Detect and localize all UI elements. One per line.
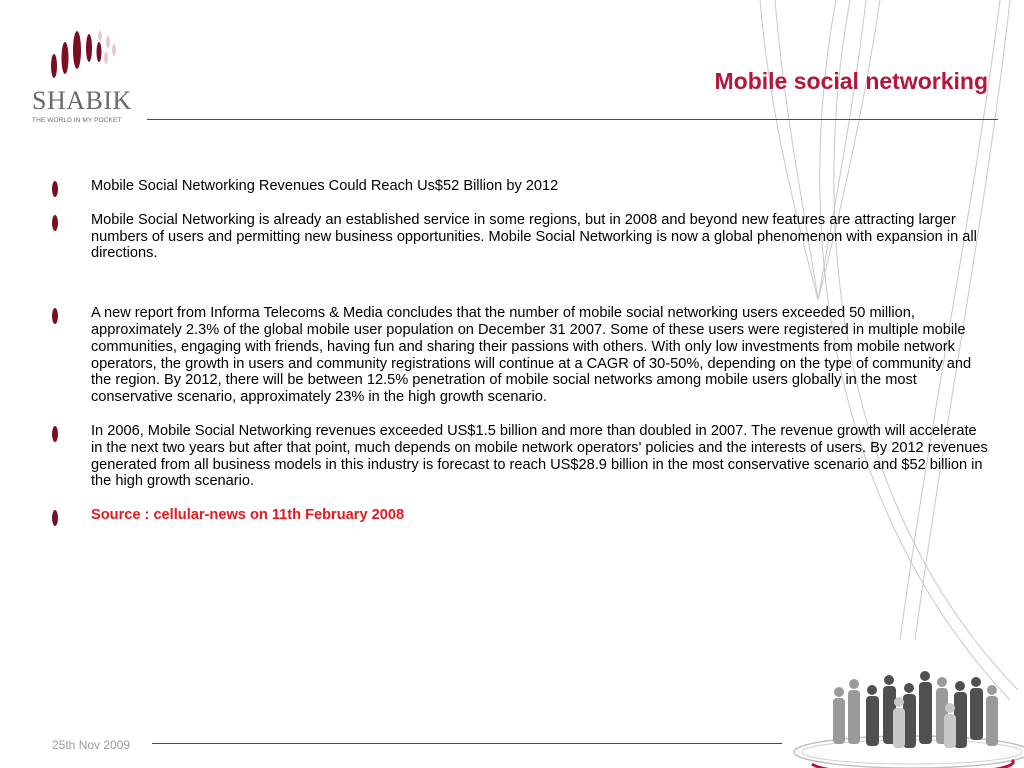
bullet-item — [46, 423, 991, 490]
footer-date: 25th Nov 2009 — [52, 738, 131, 752]
leaf-bullet-icon — [51, 307, 59, 325]
leaf-bullet-icon — [51, 214, 59, 232]
title-divider — [147, 119, 998, 120]
source-citation: Source : cellular-news on 11th February 2008 — [91, 507, 405, 524]
bullet-item — [46, 507, 991, 524]
logo-tagline: THE WORLD IN MY POCKET — [32, 117, 122, 124]
page-title: Mobile social networking — [714, 68, 988, 94]
logo-wordmark: SHABIK — [32, 86, 132, 115]
footer-divider — [152, 743, 782, 744]
bullet-text: Mobile Social Networking is already an established service in some regions, but in 2008 and beyond new features are attracting larger numbers of users and permitting new business opportunities. Mobile Social Networking is now a global phenomenon with expansion in all directions. — [91, 211, 977, 262]
bullet-text: A new report from Informa Telecoms & Media concludes that the number of mobile social networking users exceeded 50 million, approximately 2.3% of the global mobile user population on December 31 2007. Some of these users were registered in multiple mobile communities, engaging with friends, having fun and sharing their passions with others. With only low investments from mobile network operators, the growth in users and community registrations will continue at a CAGR of 30-50%, depending on the type of community and the region. By 2012, there will be between 12.5% penetration of mobile social networks among mobile users globally in the most conservative scenario, approximately 23% in the high growth scenario. — [91, 305, 972, 406]
bullet-text: In 2006, Mobile Social Networking revenues exceeded US$1.5 billion and more than doubled in 2007. The revenue growth will accelerate in the next two years but after that point, much depends on mobile network operators' policies and the interests of users. By 2012 revenues generated from all business models in this industry is forecast to reach US$28.9 billion in the most conservative scenario and $52 billion in the high growth scenario. — [91, 422, 988, 490]
bullet-item — [46, 305, 991, 406]
bullet-list — [46, 178, 991, 524]
leaf-bullet-icon — [51, 425, 59, 443]
leaf-bullet-icon — [51, 180, 59, 198]
bullet-text: Mobile Social Networking Revenues Could Reach Us$52 Billion by 2012 — [91, 178, 559, 194]
bullet-item — [46, 178, 991, 195]
people-silhouettes-image — [782, 660, 1024, 768]
bullet-item — [46, 212, 991, 262]
leaf-bullet-icon — [51, 509, 59, 527]
